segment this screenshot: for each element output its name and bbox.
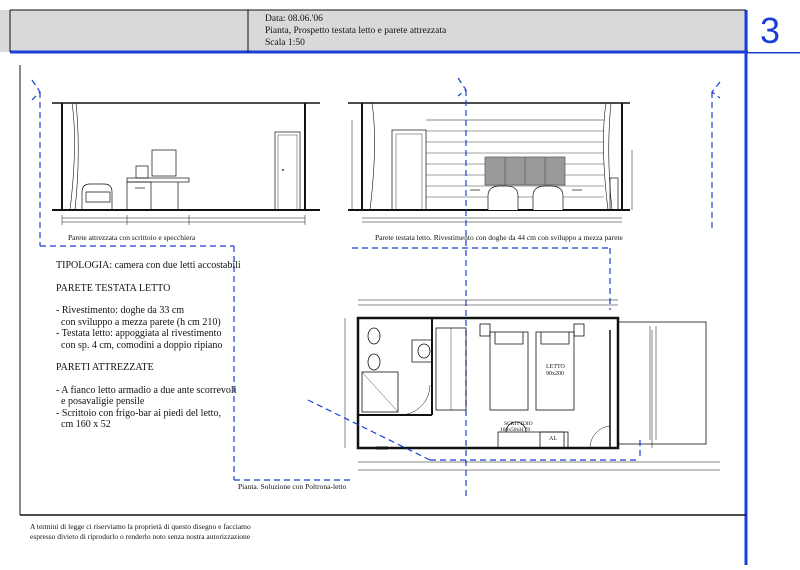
plan-caption: Pianta. Soluzione con Poltrona-letto [238, 482, 347, 491]
right-elevation [348, 103, 632, 222]
section1-line: con sp. 4 cm, comodini a doppio ripiano [56, 339, 223, 351]
sheet-number: 3 [759, 10, 781, 51]
copyright-notice [30, 522, 251, 542]
left-elevation-caption: Parete attrezzata con scrittoio e specchiera [68, 233, 196, 242]
section2-line: e posavaligie pensile [56, 396, 145, 407]
title-block [265, 13, 446, 49]
section1-line: con sviluppo a mezza parete (h cm 210) [56, 316, 221, 328]
section2-title: PARETI ATTREZZATE [56, 362, 154, 373]
notes-panel [56, 260, 241, 431]
section2-line: - A fianco letto armadio a due ante scorrevoli [56, 384, 237, 396]
section1-line: - Testata letto: appoggiata al rivestimento [56, 328, 222, 339]
bed-label: LETTO [546, 364, 565, 370]
desk-label: SCRITTOIO [504, 421, 533, 427]
typology-line: TIPOLOGIA: camera con due letti accostabili [56, 260, 241, 271]
drawing-title: Pianta, Prospetto testata letto e parete attrezzata [265, 26, 447, 36]
left-elevation [52, 103, 320, 225]
bed-size-label: 90x200 [546, 371, 564, 377]
desk-size-label: 160x50xH.79 [500, 427, 531, 433]
drawing-scale: Scala 1:50 [265, 38, 305, 48]
right-elevation-caption: Parete testata letto. Rivestimento con doghe da 44 cm con sviluppo a mezza parete [375, 233, 623, 242]
armchair-label: AL [549, 436, 557, 442]
section2-line: cm 160 x 52 [56, 419, 111, 430]
section1-title: PARETE TESTATA LETTO [56, 282, 171, 294]
copyright-line: espresso divieto di riprodurlo o renderlo noto senza nostra autorizzazione [30, 532, 251, 541]
floor-plan [345, 300, 720, 470]
section2-line: - Scrittoio con frigo-bar ai piedi del letto, [56, 407, 221, 419]
drawing-date: Data: 08.06.'06 [265, 14, 323, 24]
copyright-line: A termini di legge ci riserviamo la proprietà di questo disegno e facciamo [30, 522, 251, 531]
section1-line: - Rivestimento: doghe da 33 cm [56, 305, 185, 316]
